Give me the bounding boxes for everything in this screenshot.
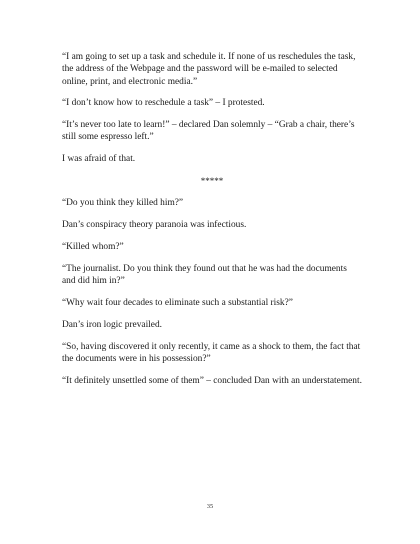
- paragraph: “It definitely unsettled some of them” – concluded Dan with an understatement.: [62, 376, 362, 386]
- paragraph: “Why wait four decades to eliminate such a substantial risk?”: [62, 298, 293, 308]
- paragraph: Dan’s conspiracy theory paranoia was infectious.: [62, 220, 247, 230]
- paragraph: I was afraid of that.: [62, 154, 136, 164]
- paragraph: “I am going to set up a task and schedule it. If none of us reschedules the task, the address of the Webpage and the password will be e-mailed to selected online, print, and electronic media.”: [62, 52, 356, 87]
- paragraph: “So, having discovered it only recently, it came as a shock to them, the fact that the documents were in his possession?”: [62, 342, 361, 365]
- paragraph: “Killed whom?”: [62, 242, 124, 252]
- scene-separator: *****: [200, 176, 224, 186]
- paragraph: Dan’s iron logic prevailed.: [62, 320, 162, 330]
- paragraph: “It’s never too late to learn!” – declared Dan solemnly – “Grab a chair, there’s still some espresso left.”: [62, 120, 355, 143]
- paragraph: “The journalist. Do you think they found out that he was had the documents and did him in?”: [62, 264, 347, 287]
- page-number: 35: [206, 503, 214, 510]
- paragraph: “I don’t know how to reschedule a task” – I protested.: [62, 98, 265, 108]
- paragraph: “Do you think they killed him?”: [62, 198, 184, 208]
